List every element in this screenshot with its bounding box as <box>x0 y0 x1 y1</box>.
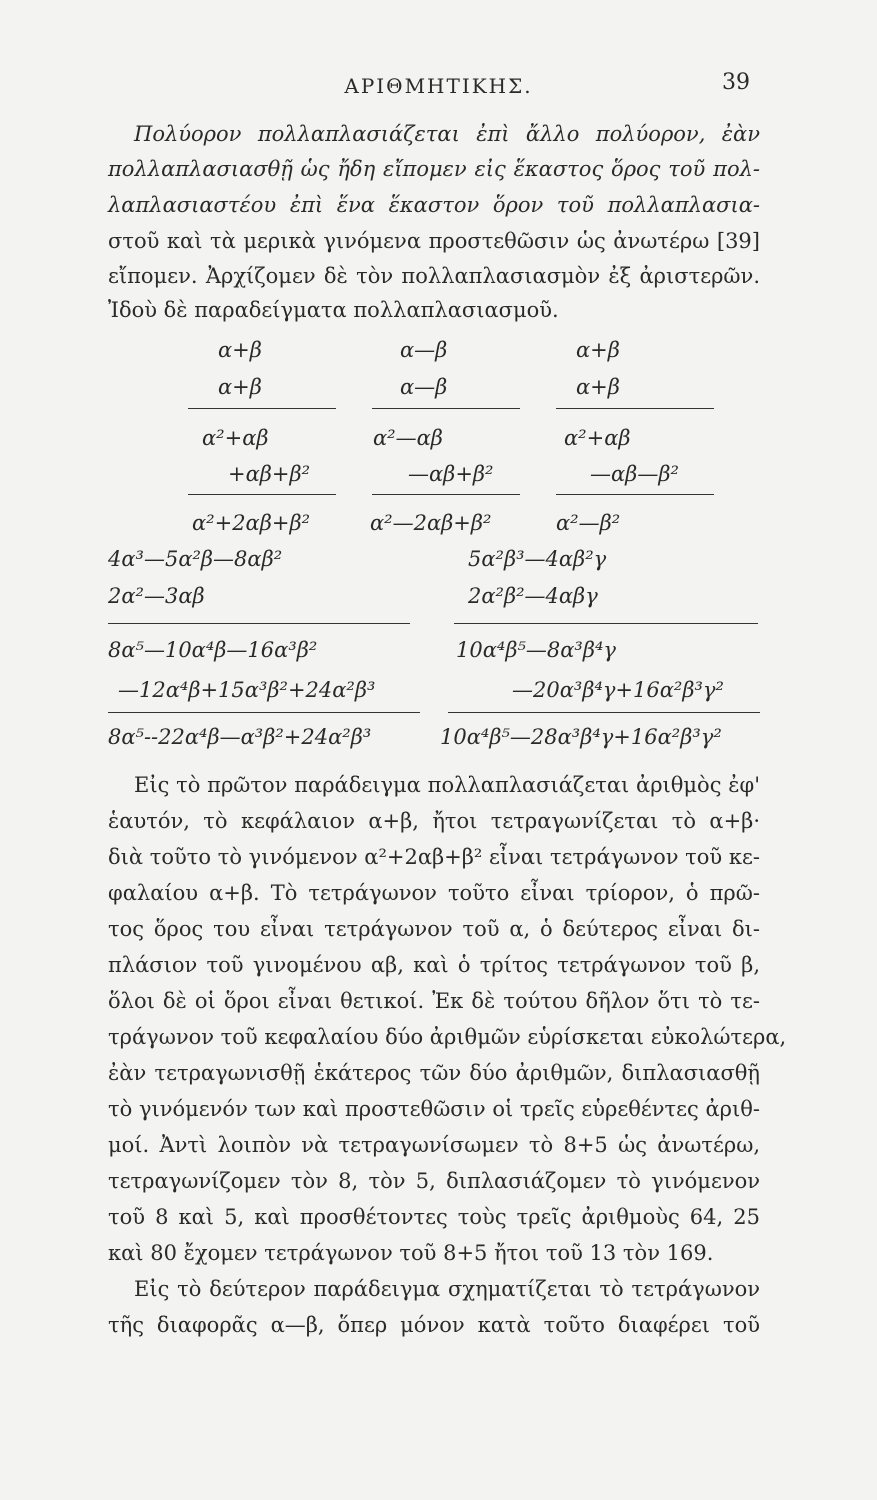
multiplier: 2α²β²—4αβγ <box>468 584 598 608</box>
product: α²+2αβ+β² <box>192 511 311 535</box>
multiplicand: α+β <box>218 338 262 362</box>
rule <box>188 408 336 409</box>
text-line: διὰ τοῦτο τὸ γινόμενον α²+2αβ+β² εἶναι τετράγωνον τοῦ κε- <box>108 845 760 869</box>
text-line: τος ὅρος του εἶναι τετράγωνον τοῦ α, ὁ δεύτερος εἶναι δι- <box>108 917 760 941</box>
text-line: μοί. Ἀντὶ λοιπὸν νὰ τετραγωνίσωμεν τὸ 8+5 ὡς ἀνωτέρω, <box>108 1133 760 1157</box>
page-number: 39 <box>722 70 750 95</box>
product: 8α⁵--22α⁴β—α³β²+24α²β³ <box>108 725 372 749</box>
text-line: φαλαίου α+β. Τὸ τετράγωνον τοῦτο εἶναι τρίορον, ὁ πρῶ- <box>108 881 760 905</box>
rule <box>556 494 714 495</box>
rule <box>108 623 410 624</box>
multiplicand: 4α³—5α²β—8αβ² <box>108 547 283 571</box>
text-line: Εἰς τὸ πρῶτον παράδειγμα πολλαπλασιάζεται ἀριθμὸς ἐφ' <box>134 773 760 797</box>
text-line: πλάσιον τοῦ γινομένου αβ, καὶ ὁ τρίτος τετράγωνον τοῦ β, <box>108 953 760 977</box>
text-line: Εἰς τὸ δεύτερον παράδειγμα σχηματίζεται τὸ τετράγωνον <box>134 1277 760 1301</box>
partial-product: —αβ+β² <box>408 462 494 486</box>
multiplier: α+β <box>218 375 262 399</box>
text-line: τὸ γινόμενόν των καὶ προστεθῶσιν οἱ τρεῖς εὑρεθέντες ἀριθ- <box>108 1097 760 1121</box>
rule <box>448 712 760 713</box>
text-line: τετραγωνίζομεν τὸν 8, τὸν 5, διπλασιάζομεν τὸ γινόμενον <box>108 1169 760 1193</box>
text-line: ἑαυτόν, τὸ κεφάλαιον α+β, ἤτοι τετραγωνίζεται τὸ α+β· <box>108 809 760 833</box>
text-line: εἴπομεν. Ἀρχίζομεν δὲ τὸν πολλαπλασιασμὸν ἐξ ἀριστερῶν. <box>108 264 760 288</box>
text-line: πολλαπλασιασθῇ ὡς ἤδη εἴπομεν εἰς ἕκαστος ὅρος τοῦ πολ- <box>108 157 760 181</box>
text-line: ὅλοι δὲ οἱ ὅροι εἶναι θετικοί. Ἐκ δὲ τούτου δῆλον ὅτι τὸ τε- <box>108 989 760 1013</box>
rule <box>556 408 714 409</box>
partial-product: 8α⁵—10α⁴β—16α³β² <box>108 638 318 662</box>
rule <box>372 408 520 409</box>
text-line: τοῦ 8 καὶ 5, καὶ προσθέτοντες τοὺς τρεῖς ἀριθμοὺς 64, 25 <box>108 1205 760 1229</box>
running-header: ΑΡΙΘΜΗΤΙΚΗΣ. <box>344 74 533 98</box>
multiplicand: 5α²β³—4αβ²γ <box>468 547 607 571</box>
partial-product: —12α⁴β+15α³β²+24α²β³ <box>118 678 376 702</box>
text-line: ἐὰν τετραγωνισθῇ ἑκάτερος τῶν δύο ἀριθμῶν, διπλασιασθῇ <box>108 1061 760 1085</box>
text-line: τῆς διαφορᾶς α—β, ὅπερ μόνον κατὰ τοῦτο διαφέρει τοῦ <box>108 1313 760 1337</box>
multiplier: α+β <box>576 375 620 399</box>
multiplier: 2α²—3αβ <box>108 584 205 608</box>
partial-product: 10α⁴β⁵—8α³β⁴γ <box>456 638 616 662</box>
text-line: Πολύορον πολλαπλασιάζεται ἐπὶ ἄλλο πολύορον, ἐὰν <box>134 122 760 146</box>
partial-product: α²+αβ <box>564 426 631 450</box>
text-line: στοῦ καὶ τὰ μερικὰ γινόμενα προστεθῶσιν ὡς ἀνωτέρω [39] <box>108 229 760 253</box>
rule <box>108 712 420 713</box>
partial-product: +αβ+β² <box>228 462 311 486</box>
partial-product: —αβ—β² <box>590 462 679 486</box>
product: α²—2αβ+β² <box>370 511 492 535</box>
partial-product: α²—αβ <box>373 426 443 450</box>
text-line: καὶ 80 ἔχομεν τετράγωνον τοῦ 8+5 ἤτοι τοῦ 13 τὸν 169. <box>108 1241 714 1265</box>
rule <box>188 494 336 495</box>
text-line: τράγωνον τοῦ κεφαλαίου δύο ἀριθμῶν εὑρίσκεται εὐκολώτερα, <box>108 1025 787 1049</box>
partial-product: α²+αβ <box>202 426 269 450</box>
multiplier: α—β <box>400 375 448 399</box>
text-line: Ἰδοὺ δὲ παραδείγματα πολλαπλασιασμοῦ. <box>108 298 559 322</box>
multiplicand: α+β <box>576 338 620 362</box>
multiplicand: α—β <box>400 338 448 362</box>
rule <box>454 623 758 624</box>
text-line: λαπλασιαστέου ἐπὶ ἕνα ἕκαστον ὅρον τοῦ πολλαπλασια- <box>108 193 760 217</box>
rule <box>372 494 520 495</box>
product: α²—β² <box>556 511 621 535</box>
partial-product: —20α³β⁴γ+16α²β³γ² <box>512 678 724 702</box>
product: 10α⁴β⁵—28α³β⁴γ+16α²β³γ² <box>440 725 722 749</box>
